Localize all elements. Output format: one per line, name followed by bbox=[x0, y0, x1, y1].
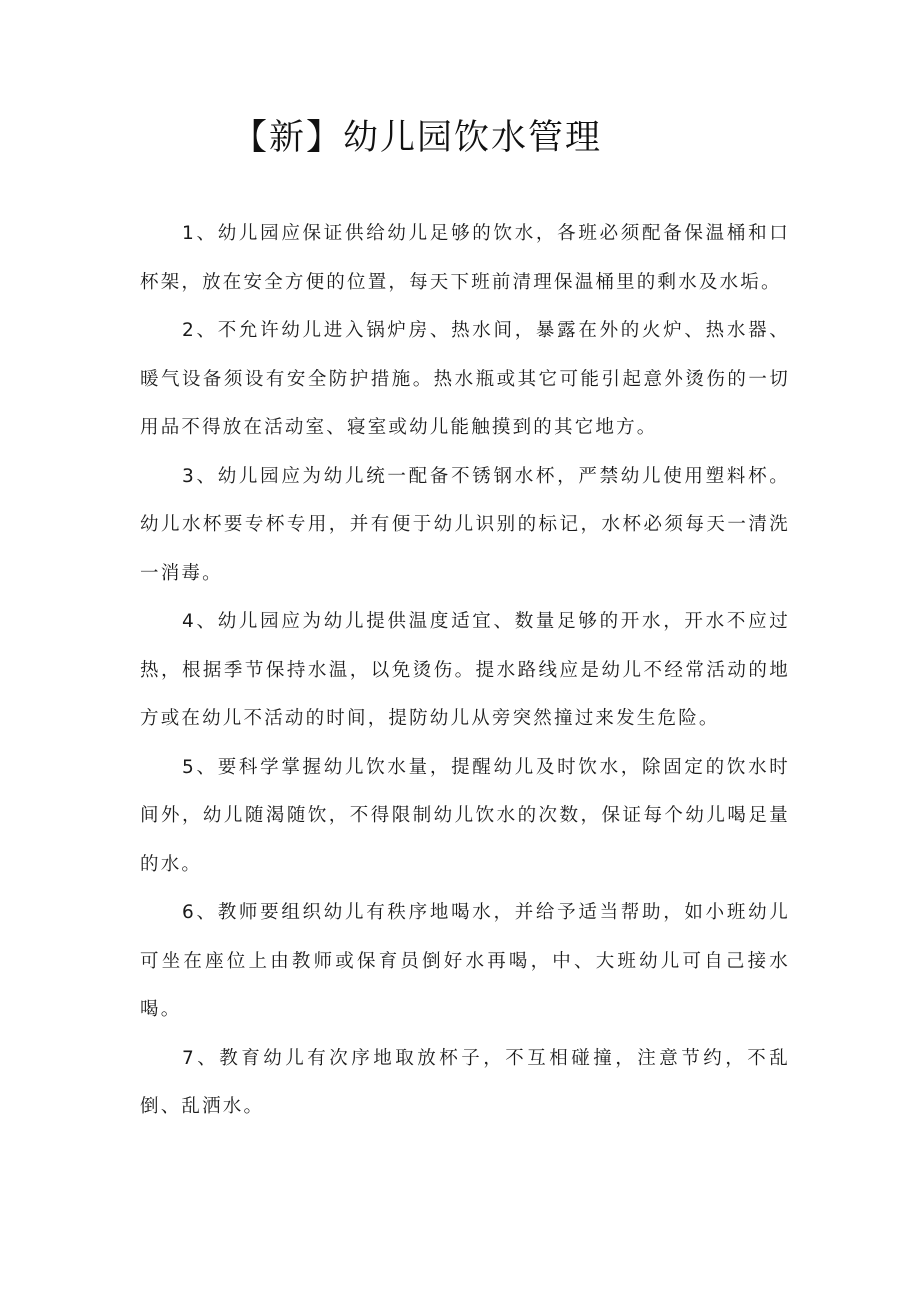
paragraph-2: 2、不允许幼儿进入锅炉房、热水间，暴露在外的火炉、热水器、暖气设备须设有安全防护措施。热水瓶或其它可能引起意外烫伤的一切用品不得放在活动室、寝室或幼儿能触摸到的其它地方。 bbox=[140, 320, 790, 438]
paragraph-4: 4、幼儿园应为幼儿提供温度适宜、数量足够的开水，开水不应过热，根据季节保持水温，以免烫伤。提水路线应是幼儿不经常活动的地方或在幼儿不活动的时间，提防幼儿从旁突然撞过来发生危险。 bbox=[140, 611, 790, 729]
paragraph-6: 6、教师要组织幼儿有秩序地喝水，并给予适当帮助，如小班幼儿可坐在座位上由教师或保育员倒好水再喝，中、大班幼儿可自己接水喝。 bbox=[140, 902, 790, 1020]
paragraph-7: 7、教育幼儿有次序地取放杯子，不互相碰撞，注意节约，不乱倒、乱洒水。 bbox=[140, 1047, 790, 1117]
paragraph-3: 3、幼儿园应为幼儿统一配备不锈钢水杯，严禁幼儿使用塑料杯。幼儿水杯要专杯专用，并有便于幼儿识别的标记，水杯必须每天一清洗一消毒。 bbox=[140, 465, 790, 584]
paragraph-1: 1、幼儿园应保证供给幼儿足够的饮水，各班必须配备保温桶和口杯架，放在安全方便的位置，每天下班前清理保温桶里的剩水及水垢。 bbox=[140, 223, 790, 293]
paragraph-5: 5、要科学掌握幼儿饮水量，提醒幼儿及时饮水，除固定的饮水时间外，幼儿随渴随饮，不得限制幼儿饮水的次数，保证每个幼儿喝足量的水。 bbox=[140, 756, 790, 875]
document-body bbox=[140, 210, 790, 1132]
page-title: 【新】幼儿园饮水管理 bbox=[232, 118, 603, 158]
